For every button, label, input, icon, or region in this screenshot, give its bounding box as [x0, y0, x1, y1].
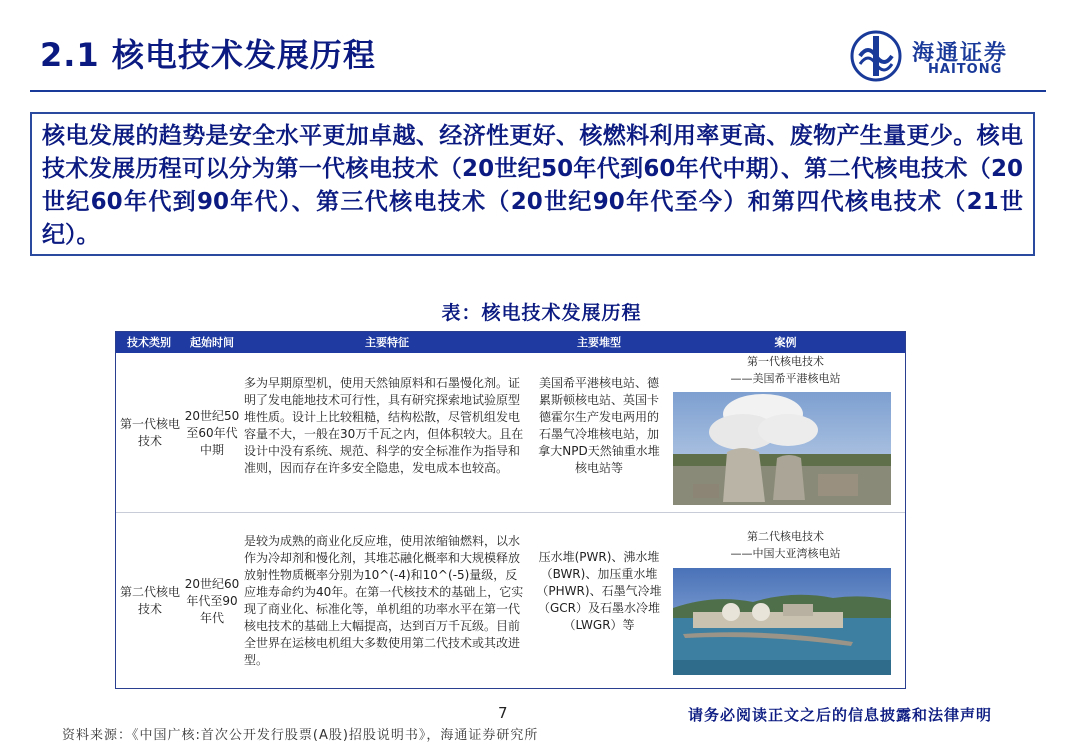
history-table [115, 331, 906, 689]
company-logo [850, 30, 1050, 82]
header-category: 技术类别 [127, 336, 171, 349]
case-name: ——中国大亚湾核电站 [730, 547, 841, 560]
page-title: 2.1 核电技术发展历程 [40, 36, 376, 74]
table-header [116, 332, 905, 353]
row-category: 第一代核电技术 [120, 417, 181, 448]
header-features: 主要特征 [365, 336, 409, 349]
legal-disclaimer: 请务必阅读正文之后的信息披露和法律声明 [688, 706, 993, 724]
row-features: 多为早期原型机，使用天然铀原料和石墨慢化剂。证明了发电能地技术可行性，具有研究探索地试验原型堆性质。设计上比较粗糙，结构松散，尽管机组发电容量不大，一般在30万千瓦之内，但体积较大。且在设计中没有系统、规范、科学的安全标准作为指导和准则，因而存在许多安全隐患，发电成本也较高。 [244, 376, 524, 475]
header-divider [30, 90, 1046, 92]
row-reactors: 美国希平港核电站、德累斯顿核电站、英国卡德霍尔生产发电两用的石墨气冷堆核电站，加拿大NPD天然铀重水堆核电站等 [538, 376, 660, 475]
table-row [116, 353, 905, 513]
haitong-logo-icon [850, 30, 902, 82]
row-reactors: 压水堆(PWR)、沸水堆（BWR)、加压重水堆（PHWR)、石墨气冷堆（GCR）及石墨水冷堆（LWGR）等 [536, 550, 662, 632]
source-note: 资料来源：《中国广核:首次公开发行股票(A股)招股说明书》，海通证券研究所 [62, 728, 539, 743]
logo-text-cn: 海通证券 [912, 41, 1009, 66]
case-title: 第二代核电技术 [747, 530, 824, 543]
table-row [116, 513, 905, 689]
table-caption: 表：核电技术发展历程 [441, 302, 642, 324]
case-name: ——美国希平港核电站 [730, 372, 841, 385]
row-time: 20世纪60年代至90年代 [184, 576, 240, 625]
row-features: 是较为成熟的商业化反应堆，使用浓缩铀燃料，以水作为冷却剂和慢化剂，其堆芯融化概率和大规模释放放射性物质概率分别为10^(-4)和10^(-5)量级，反应堆寿命约为40年。在第一代核技术的基础上，它实现了商业化、标准化等，单机组的功率水平在第一代核电技术的基础上大幅提高，达到百万千瓦级。目前全世界在运核电机组大多数使用第二代技术或其改进型。 [244, 534, 524, 667]
summary-box [30, 112, 1035, 256]
row-category: 第二代核电技术 [120, 585, 181, 616]
header-time: 起始时间 [190, 336, 234, 349]
case-title: 第一代核电技术 [747, 355, 824, 368]
logo-text-en: HAITONG [928, 62, 1003, 77]
summary-text: 核电发展的趋势是安全水平更加卓越、经济性更好、核燃料利用率更高、废物产生量更少。核电技术发展历程可以分为第一代核电技术（20世纪50年代到60年代中期）、第二代核电技术（20世纪60年代到90年代）、第三代核电技术（20世纪90年代至今）和第四代核电技术（21世纪）。 [42, 123, 1023, 248]
row-time: 20世纪50至60年代中期 [184, 408, 240, 457]
daya-bay-plant-photo [673, 568, 891, 675]
header-case: 案例 [774, 336, 797, 349]
page-number: 7 [498, 704, 508, 722]
cooling-tower-photo [673, 392, 891, 505]
header-reactors: 主要堆型 [577, 336, 621, 349]
